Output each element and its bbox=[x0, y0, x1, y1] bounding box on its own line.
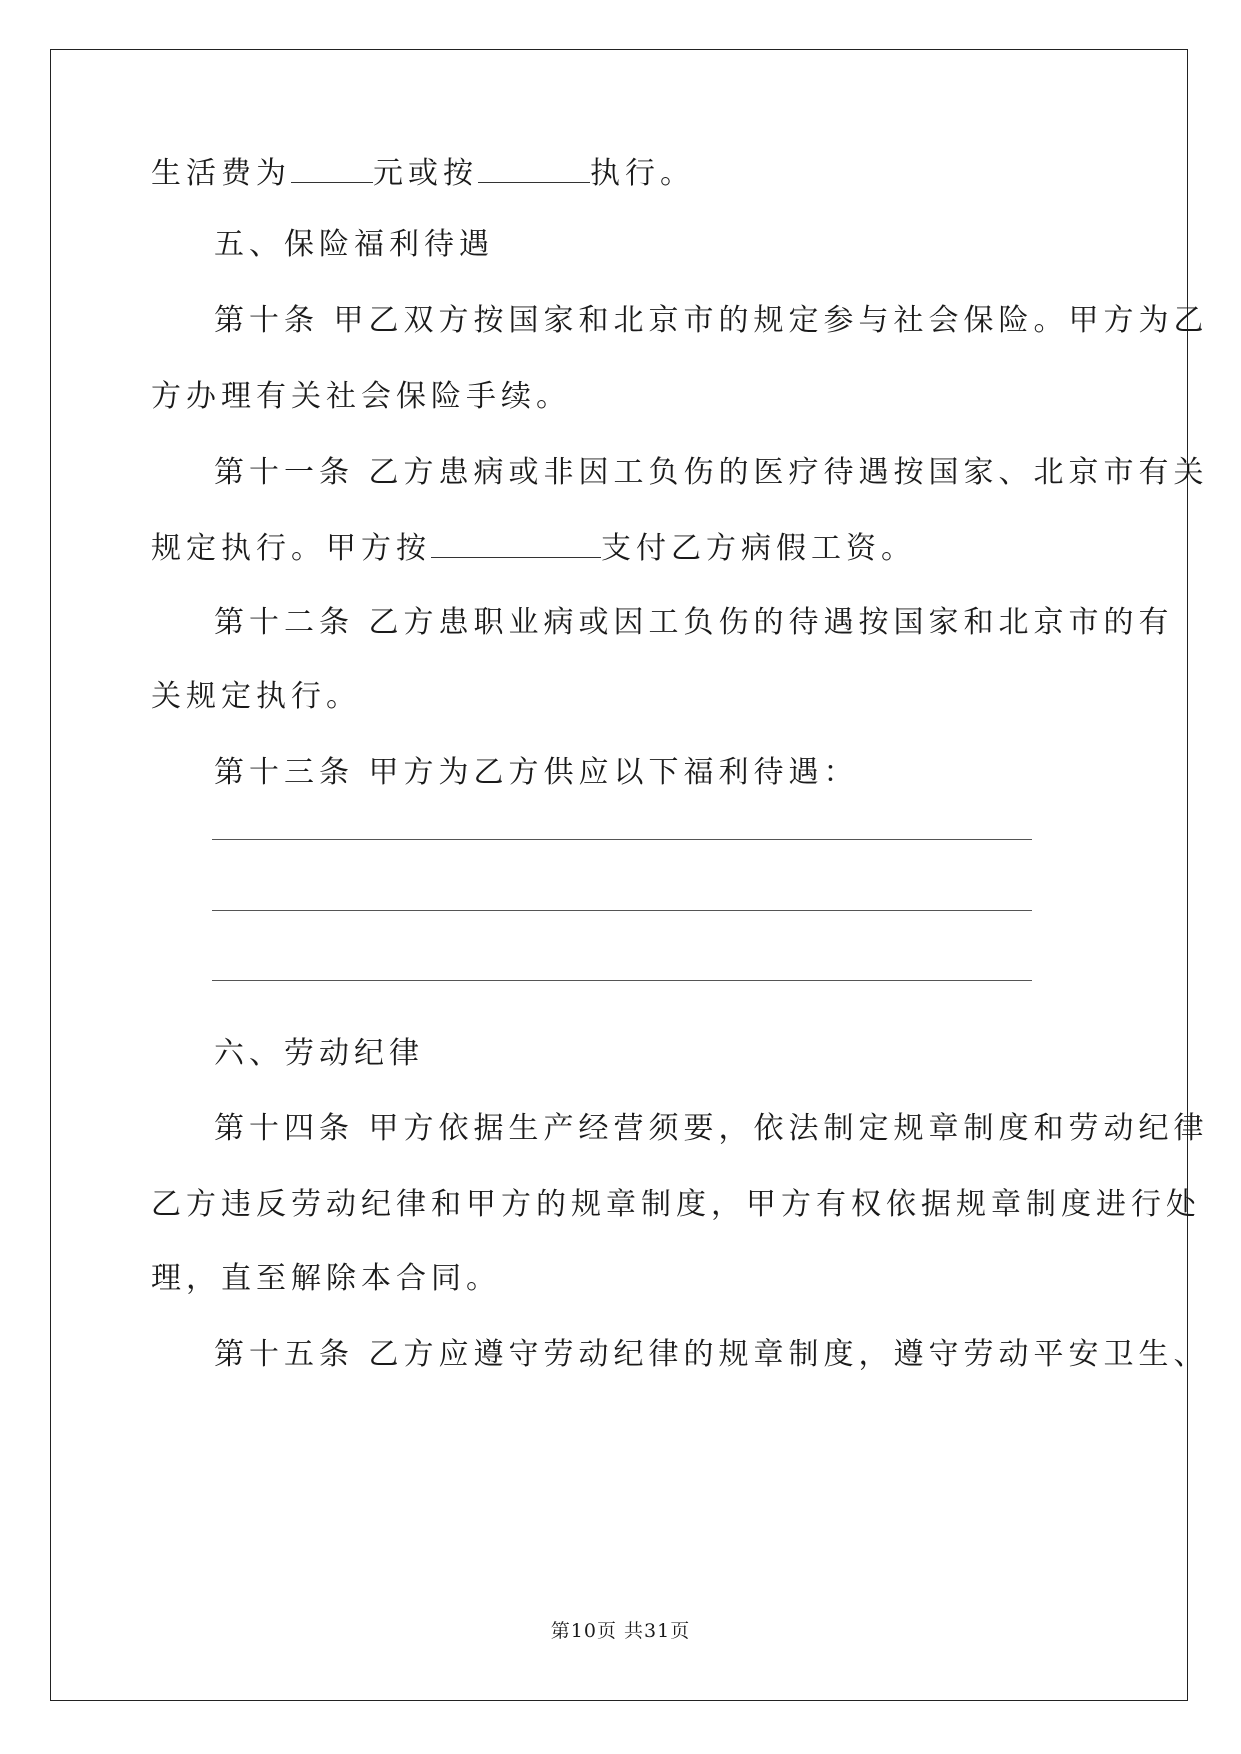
article-14-line-1: 第十四条 甲方依据生产经营须要，依法制定规章制度和劳动纪律 bbox=[214, 1111, 1209, 1146]
article-11-line-2 bbox=[151, 527, 916, 569]
section-heading-discipline: 六、劳动纪律 bbox=[214, 1036, 424, 1071]
text-segment: 生活费为 bbox=[151, 156, 291, 191]
page-border bbox=[50, 49, 1188, 1701]
text-segment: 规定执行。甲方按 bbox=[151, 531, 431, 566]
page-number-footer: 第10页 共31页 bbox=[550, 1620, 691, 1642]
article-14-line-3: 理，直至解除本合同。 bbox=[151, 1261, 501, 1296]
fill-in-line-1[interactable] bbox=[212, 839, 1032, 840]
text-segment: 元或按 bbox=[373, 156, 478, 191]
text-line-living-cost bbox=[151, 152, 695, 194]
text-segment: 支付乙方病假工资。 bbox=[601, 531, 916, 566]
blank-field-standard[interactable] bbox=[478, 152, 590, 183]
article-12-line-2: 关规定执行。 bbox=[151, 679, 361, 714]
article-12-line-1: 第十二条 乙方患职业病或因工负伤的待遇按国家和北京市的有 bbox=[214, 605, 1174, 640]
article-14-line-2: 乙方违反劳动纪律和甲方的规章制度，甲方有权依据规章制度进行处 bbox=[151, 1187, 1201, 1222]
article-13-line: 第十三条 甲方为乙方供应以下福利待遇： bbox=[214, 755, 859, 790]
blank-field-amount[interactable] bbox=[291, 152, 373, 183]
section-heading-insurance: 五、保险福利待遇 bbox=[214, 227, 494, 262]
fill-in-line-3[interactable] bbox=[212, 980, 1032, 981]
article-11-line-1: 第十一条 乙方患病或非因工负伤的医疗待遇按国家、北京市有关 bbox=[214, 455, 1209, 490]
text-segment: 执行。 bbox=[590, 156, 695, 191]
blank-field-sick-pay[interactable] bbox=[431, 527, 601, 558]
article-15-line-1: 第十五条 乙方应遵守劳动纪律的规章制度，遵守劳动平安卫生、 bbox=[214, 1337, 1209, 1372]
article-10-line-2: 方办理有关社会保险手续。 bbox=[151, 379, 571, 414]
article-10-line-1: 第十条 甲乙双方按国家和北京市的规定参与社会保险。甲方为乙 bbox=[214, 303, 1209, 338]
fill-in-line-2[interactable] bbox=[212, 910, 1032, 911]
